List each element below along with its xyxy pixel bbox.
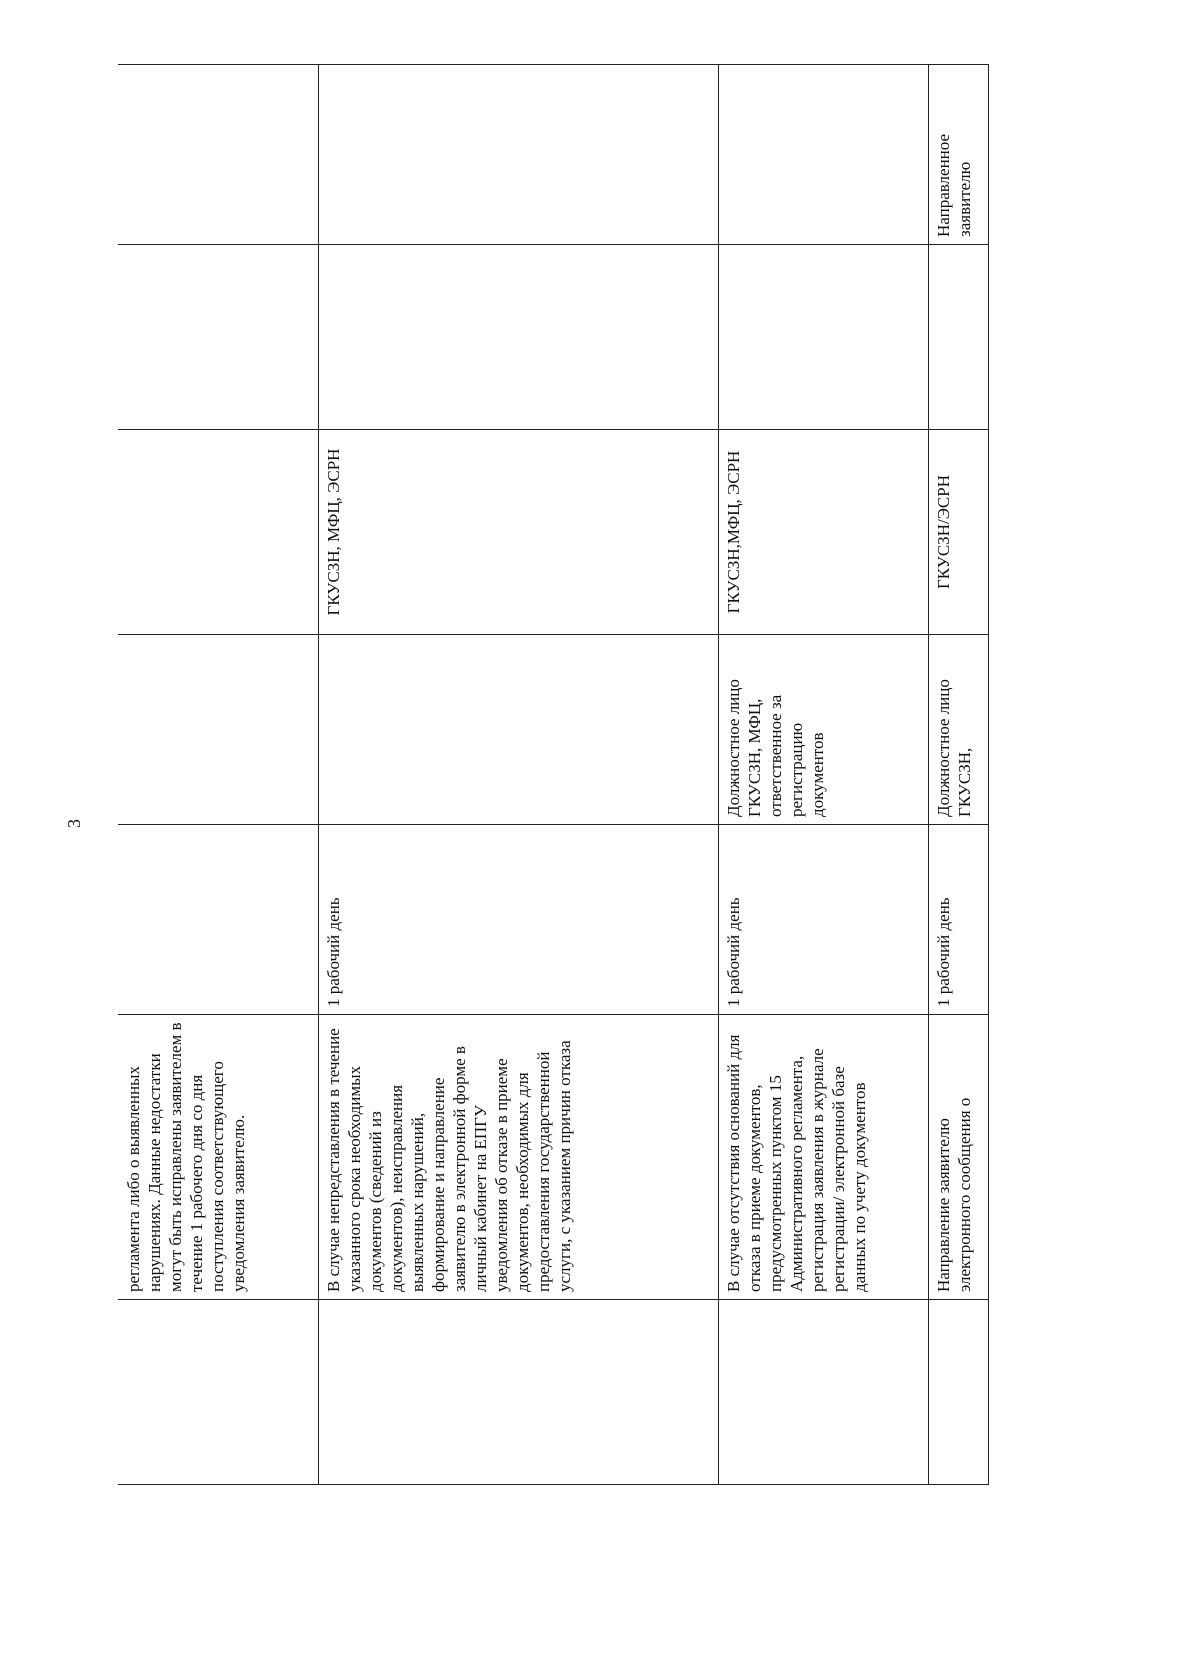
table-cell: [319, 245, 719, 430]
table-cell: [929, 1300, 989, 1485]
responsible-person-cell: Должностное лицо ГКУСЗН,: [929, 635, 989, 825]
table-cell: [119, 65, 319, 245]
table-cell: [319, 65, 719, 245]
procedure-description-cell: В случае отсутствия оснований для отказа в приеме документов, предусмотренных пунктом 15 Административного регламента, регистрация заявления в журнале регистрации/ электронной базе данных по учету документов: [719, 1015, 929, 1300]
table-cell: [929, 245, 989, 430]
procedure-table: [118, 64, 989, 1485]
system-cell: ГКУСЗН/ЭСРН: [929, 430, 989, 635]
table-cell: [319, 1300, 719, 1485]
table-cell: [719, 65, 929, 245]
table-cell: [719, 1300, 929, 1485]
table-cell: [119, 245, 319, 430]
duration-cell: 1 рабочий день: [319, 825, 719, 1015]
procedure-description-cell: Направление заявителю электронного сообщения о: [929, 1015, 989, 1300]
table-row: [719, 65, 929, 1485]
table-cell: [119, 635, 319, 825]
responsible-person-cell: [319, 635, 719, 825]
responsible-person-cell: Должностное лицо ГКУСЗН, МФЦ, ответственное за регистрацию документов: [719, 635, 929, 825]
procedure-table-container: [118, 65, 988, 1485]
result-cell: Направленное заявителю: [929, 65, 989, 245]
table-cell: [119, 1300, 319, 1485]
table-cell: [719, 245, 929, 430]
table-row: [119, 65, 319, 1485]
procedure-description-cell: регламента либо о выявленных нарушениях. Данные недостатки могут быть исправлены заявителем в течение 1 рабочего дня со дня поступления соответствующего уведомления заявителю.: [119, 1015, 319, 1300]
duration-cell: 1 рабочий день: [929, 825, 989, 1015]
table-cell: [119, 825, 319, 1015]
procedure-description-cell: В случае непредставления в течение указанного срока необходимых документов (сведений из документов), неисправления выявленных нарушений, формирование и направление заявителю в электронной форме в личный кабинет на ЕПГУ уведомления об отказе в приеме документов, необходимых для предоставления государственной услуги, с указанием причин отказа: [319, 1015, 719, 1300]
page-number: 3: [64, 819, 84, 828]
system-cell: ГКУСЗН, МФЦ, ЭСРН: [319, 430, 719, 635]
system-cell: ГКУСЗН,МФЦ, ЭСРН: [719, 430, 929, 635]
duration-cell: 1 рабочий день: [719, 825, 929, 1015]
table-row: [319, 65, 719, 1485]
table-cell: [119, 430, 319, 635]
table-row: [929, 65, 989, 1485]
